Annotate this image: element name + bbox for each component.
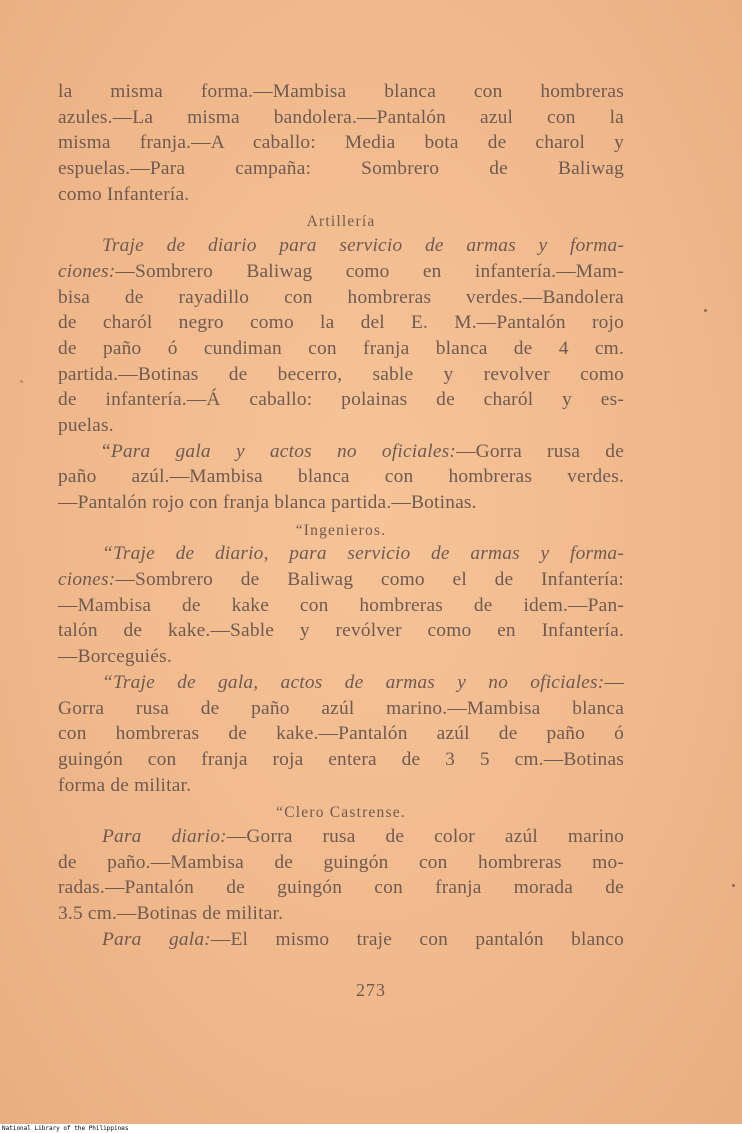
paper-speck <box>20 380 23 383</box>
body-text: —Sombrero de Baliwag como el de Infantería: <box>115 569 624 591</box>
body-text: — <box>604 671 624 693</box>
body-line: forma de militar. <box>58 774 192 796</box>
body-line: bisa de rayadillo con hombreras verdes.—Bandolera <box>58 286 624 308</box>
page-body-text <box>58 79 624 952</box>
body-line: guingón con franja roja entera de 3 5 cm.—Botinas <box>58 748 624 770</box>
body-line: —Mambisa de kake con hombreras de idem.—Pan- <box>58 594 624 616</box>
body-line: la misma forma.—Mambisa blanca con hombreras <box>58 81 624 102</box>
open-quote: “ <box>102 440 111 462</box>
body-line: como Infantería. <box>58 183 190 205</box>
italic-phrase: Traje de diario para servicio de armas y forma- <box>102 235 624 257</box>
body-line: —Borceguiés. <box>58 646 172 668</box>
body-line: paño azúl.—Mambisa blanca con hombreras verdes. <box>58 466 624 488</box>
body-line <box>58 927 624 953</box>
italic-phrase: Para diario: <box>102 825 227 847</box>
body-line: puelas. <box>58 414 114 436</box>
body-line: Gorra rusa de paño azúl marino.—Mambisa blanca <box>58 697 624 719</box>
body-line: radas.—Pantalón de guingón con franja morada de <box>58 877 624 899</box>
body-line <box>58 824 624 850</box>
italic-phrase: Para gala y actos no oficiales: <box>110 440 457 462</box>
body-line: con hombreras de kake.—Pantalón azúl de paño ó <box>58 723 624 745</box>
scan-credit: National Library of the Philippines <box>2 1125 129 1132</box>
body-line <box>58 259 624 285</box>
italic-phrase: “Traje de diario, para servicio de armas y forma- <box>102 543 624 565</box>
paper-speck <box>704 309 707 312</box>
paper-speck <box>732 884 735 887</box>
body-text: —El mismo traje con pantalón blanco <box>210 928 624 950</box>
body-line <box>58 567 624 593</box>
body-line <box>58 233 624 259</box>
body-line: de infantería.—Á caballo: polainas de charól y es- <box>58 389 624 411</box>
body-line: —Pantalón rojo con franja blanca partida.—Botinas. <box>58 492 477 513</box>
italic-phrase: ciones: <box>58 260 116 282</box>
body-line: misma franja.—A caballo: Media bota de charol y <box>58 132 624 154</box>
italic-phrase: ciones: <box>58 569 116 591</box>
body-text: —Gorra rusa de <box>456 440 625 462</box>
italic-phrase: “Traje de gala, actos de armas y no oficiales: <box>102 671 605 693</box>
body-line: talón de kake.—Sable y revólver como en Infantería. <box>58 620 624 642</box>
section-heading-clero-castrense: “Clero Castrense. <box>276 804 406 822</box>
body-line: 3.5 cm.—Botinas de militar. <box>58 903 284 924</box>
body-line: de paño.—Mambisa de guingón con hombreras mo- <box>58 851 624 873</box>
body-text: —Gorra rusa de color azúl marino <box>226 825 624 847</box>
body-line <box>58 670 624 696</box>
body-line: de paño ó cundiman con franja blanca de 4 cm. <box>58 337 624 359</box>
body-text: —Sombrero Baliwag como en infantería.—Mam- <box>115 260 624 282</box>
body-line: de charól negro como la del E. M.—Pantalón rojo <box>58 312 624 334</box>
page-number: 273 <box>356 980 386 1000</box>
section-heading-artilleria: Artillería <box>306 213 376 231</box>
body-line <box>58 439 624 465</box>
body-line: azules.—La misma bandolera.—Pantalón azul con la <box>58 106 624 128</box>
section-heading-ingenieros: “Ingenieros. <box>295 521 387 539</box>
italic-phrase: Para gala: <box>102 928 211 950</box>
body-line: partida.—Botinas de becerro, sable y revolver como <box>58 363 624 385</box>
body-line <box>58 541 624 567</box>
body-line: espuelas.—Para campaña: Sombrero de Baliwag <box>58 158 624 180</box>
